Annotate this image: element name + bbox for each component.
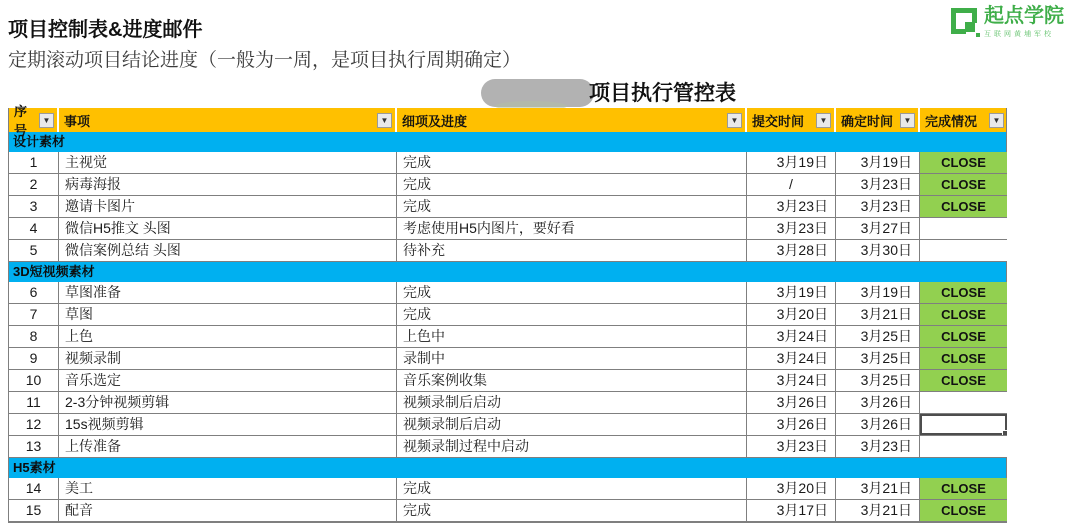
- qidian-logo-icon: [951, 8, 977, 34]
- cell-no[interactable]: 14: [9, 478, 59, 500]
- cell-submit[interactable]: /: [747, 174, 836, 196]
- table-body: [9, 132, 1006, 522]
- header-label: 序号: [14, 104, 28, 138]
- cell-item[interactable]: 微信H5推文 头图: [59, 218, 397, 240]
- cell-submit[interactable]: 3月19日: [747, 152, 836, 174]
- table-row: [9, 500, 1006, 522]
- table-header-row: [9, 104, 1006, 138]
- cell-detail[interactable]: 视频录制后启动: [397, 414, 747, 436]
- table-row: [9, 370, 1006, 392]
- cell-confirm[interactable]: 3月26日: [836, 414, 920, 436]
- cell-confirm[interactable]: 3月30日: [836, 240, 920, 262]
- filter-dropdown-icon[interactable]: ▼: [39, 113, 54, 128]
- header-label: 事项: [64, 113, 91, 129]
- cell-confirm[interactable]: 3月19日: [836, 282, 920, 304]
- logo: [951, 5, 1064, 39]
- cell-item[interactable]: 视频录制: [59, 348, 397, 370]
- cell-detail[interactable]: 视频录制过程中启动: [397, 436, 747, 458]
- table-row: [9, 392, 1006, 414]
- project-table: [8, 104, 1007, 523]
- cell-confirm[interactable]: 3月27日: [836, 218, 920, 240]
- cell-no[interactable]: 15: [9, 500, 59, 522]
- cell-submit[interactable]: 3月26日: [747, 414, 836, 436]
- cell-detail[interactable]: 视频录制后启动: [397, 392, 747, 414]
- cell-submit[interactable]: 3月23日: [747, 436, 836, 458]
- cell-confirm[interactable]: 3月23日: [836, 436, 920, 458]
- page-subtitle: 定期滚动项目结论进度（一般为一周，是项目执行周期确定）: [8, 50, 522, 71]
- cell-detail[interactable]: 录制中: [397, 348, 747, 370]
- header-cell-status: [920, 108, 1007, 132]
- section-row[interactable]: 设计素材: [9, 132, 1006, 152]
- cell-submit[interactable]: 3月23日: [747, 196, 836, 218]
- header-label: 提交时间: [752, 113, 805, 129]
- cell-status[interactable]: [920, 392, 1007, 414]
- cell-item[interactable]: 配音: [59, 500, 397, 522]
- cell-status[interactable]: CLOSE: [920, 304, 1007, 326]
- cell-detail[interactable]: 考虑使用H5内图片，要好看: [397, 218, 747, 240]
- cell-submit[interactable]: 3月17日: [747, 500, 836, 522]
- cell-confirm[interactable]: 3月26日: [836, 392, 920, 414]
- cell-detail[interactable]: 上色中: [397, 326, 747, 348]
- cell-detail[interactable]: 完成: [397, 196, 747, 218]
- cell-item[interactable]: 微信案例总结 头图: [59, 240, 397, 262]
- table-row: [9, 174, 1006, 196]
- cell-item[interactable]: 美工: [59, 478, 397, 500]
- cell-status[interactable]: CLOSE: [920, 196, 1007, 218]
- filter-dropdown-icon[interactable]: ▼: [727, 113, 742, 128]
- header-label: 确定时间: [841, 113, 894, 129]
- cell-detail[interactable]: 完成: [397, 304, 747, 326]
- table-row: [9, 218, 1006, 240]
- table-row: [9, 326, 1006, 348]
- cell-detail[interactable]: 完成: [397, 282, 747, 304]
- table-row: [9, 196, 1006, 218]
- cell-no[interactable]: 5: [9, 240, 59, 262]
- cell-status[interactable]: [920, 218, 1007, 240]
- cell-detail[interactable]: 完成: [397, 500, 747, 522]
- cell-no[interactable]: 4: [9, 218, 59, 240]
- header-label: 细项及进度: [402, 113, 468, 129]
- cell-submit[interactable]: 3月24日: [747, 326, 836, 348]
- cell-submit[interactable]: 3月28日: [747, 240, 836, 262]
- header-label: 完成情况: [925, 113, 978, 129]
- filter-dropdown-icon[interactable]: ▼: [816, 113, 831, 128]
- cell-confirm[interactable]: 3月23日: [836, 174, 920, 196]
- table-row: [9, 240, 1006, 262]
- cell-submit[interactable]: 3月20日: [747, 304, 836, 326]
- cell-submit[interactable]: 3月24日: [747, 348, 836, 370]
- cell-submit[interactable]: 3月23日: [747, 218, 836, 240]
- header-cell-item: [59, 108, 397, 132]
- cell-no[interactable]: 12: [9, 414, 59, 436]
- cell-status[interactable]: CLOSE: [920, 282, 1007, 304]
- table-row: [9, 282, 1006, 304]
- filter-dropdown-icon[interactable]: ▼: [989, 113, 1004, 128]
- filter-dropdown-icon[interactable]: ▼: [377, 113, 392, 128]
- header-cell-no: [9, 104, 59, 138]
- cell-detail[interactable]: 完成: [397, 478, 747, 500]
- logo-name: 起点学院: [984, 5, 1064, 27]
- cell-item[interactable]: 病毒海报: [59, 174, 397, 196]
- cell-item[interactable]: 上色: [59, 326, 397, 348]
- section-row[interactable]: H5素材: [9, 458, 1006, 478]
- cell-status[interactable]: [920, 436, 1007, 458]
- cell-no[interactable]: 13: [9, 436, 59, 458]
- cell-no[interactable]: 3: [9, 196, 59, 218]
- cell-detail[interactable]: 音乐案例收集: [397, 370, 747, 392]
- cell-no[interactable]: 2: [9, 174, 59, 196]
- table-row: [9, 152, 1006, 174]
- cell-status[interactable]: [920, 240, 1007, 262]
- cell-submit[interactable]: 3月26日: [747, 392, 836, 414]
- cell-confirm[interactable]: 3月25日: [836, 348, 920, 370]
- cell-confirm[interactable]: 3月23日: [836, 196, 920, 218]
- cell-no[interactable]: 1: [9, 152, 59, 174]
- table-row: [9, 478, 1006, 500]
- cell-confirm[interactable]: 3月25日: [836, 370, 920, 392]
- cell-item[interactable]: 主视觉: [59, 152, 397, 174]
- cell-detail[interactable]: 完成: [397, 152, 747, 174]
- cell-no[interactable]: 10: [9, 370, 59, 392]
- header-cell-confirm: [836, 108, 920, 132]
- cell-status[interactable]: CLOSE: [920, 478, 1007, 500]
- table-row: [9, 414, 1006, 436]
- cell-item[interactable]: 2-3分钟视频剪辑: [59, 392, 397, 414]
- section-row[interactable]: 3D短视频素材: [9, 262, 1006, 282]
- cell-confirm[interactable]: 3月21日: [836, 500, 920, 522]
- cell-submit[interactable]: 3月20日: [747, 478, 836, 500]
- cell-item[interactable]: 15s视频剪辑: [59, 414, 397, 436]
- cell-status[interactable]: CLOSE: [920, 152, 1007, 174]
- cell-item[interactable]: 邀请卡图片: [59, 196, 397, 218]
- cell-status[interactable]: CLOSE: [920, 370, 1007, 392]
- cell-item[interactable]: 音乐选定: [59, 370, 397, 392]
- cell-no[interactable]: 11: [9, 392, 59, 414]
- table-row: [9, 436, 1006, 458]
- cell-item[interactable]: 上传准备: [59, 436, 397, 458]
- cell-no[interactable]: 7: [9, 304, 59, 326]
- table-row: [9, 304, 1006, 326]
- header-cell-submit: [747, 108, 836, 132]
- cell-status[interactable]: [920, 414, 1007, 436]
- cell-status[interactable]: CLOSE: [920, 326, 1007, 348]
- cell-confirm[interactable]: 3月25日: [836, 326, 920, 348]
- cell-submit[interactable]: 3月19日: [747, 282, 836, 304]
- header-cell-detail: [397, 108, 747, 132]
- cell-confirm[interactable]: 3月19日: [836, 152, 920, 174]
- table-row: [9, 348, 1006, 370]
- sheet-title: 项目执行管控表: [589, 82, 736, 105]
- cell-detail[interactable]: 待补充: [397, 240, 747, 262]
- cell-confirm[interactable]: 3月21日: [836, 304, 920, 326]
- cell-status[interactable]: CLOSE: [920, 500, 1007, 522]
- cell-status[interactable]: CLOSE: [920, 348, 1007, 370]
- cell-item[interactable]: 草图准备: [59, 282, 397, 304]
- cell-item[interactable]: 草图: [59, 304, 397, 326]
- cell-no[interactable]: 9: [9, 348, 59, 370]
- cell-submit[interactable]: 3月24日: [747, 370, 836, 392]
- filter-dropdown-icon[interactable]: ▼: [900, 113, 915, 128]
- cell-detail[interactable]: 完成: [397, 174, 747, 196]
- cell-status[interactable]: CLOSE: [920, 174, 1007, 196]
- cell-no[interactable]: 8: [9, 326, 59, 348]
- logo-tagline: 互联网黄埔军校: [984, 31, 1054, 38]
- page-title: 项目控制表&进度邮件: [8, 19, 203, 41]
- cell-confirm[interactable]: 3月21日: [836, 478, 920, 500]
- cell-no[interactable]: 6: [9, 282, 59, 304]
